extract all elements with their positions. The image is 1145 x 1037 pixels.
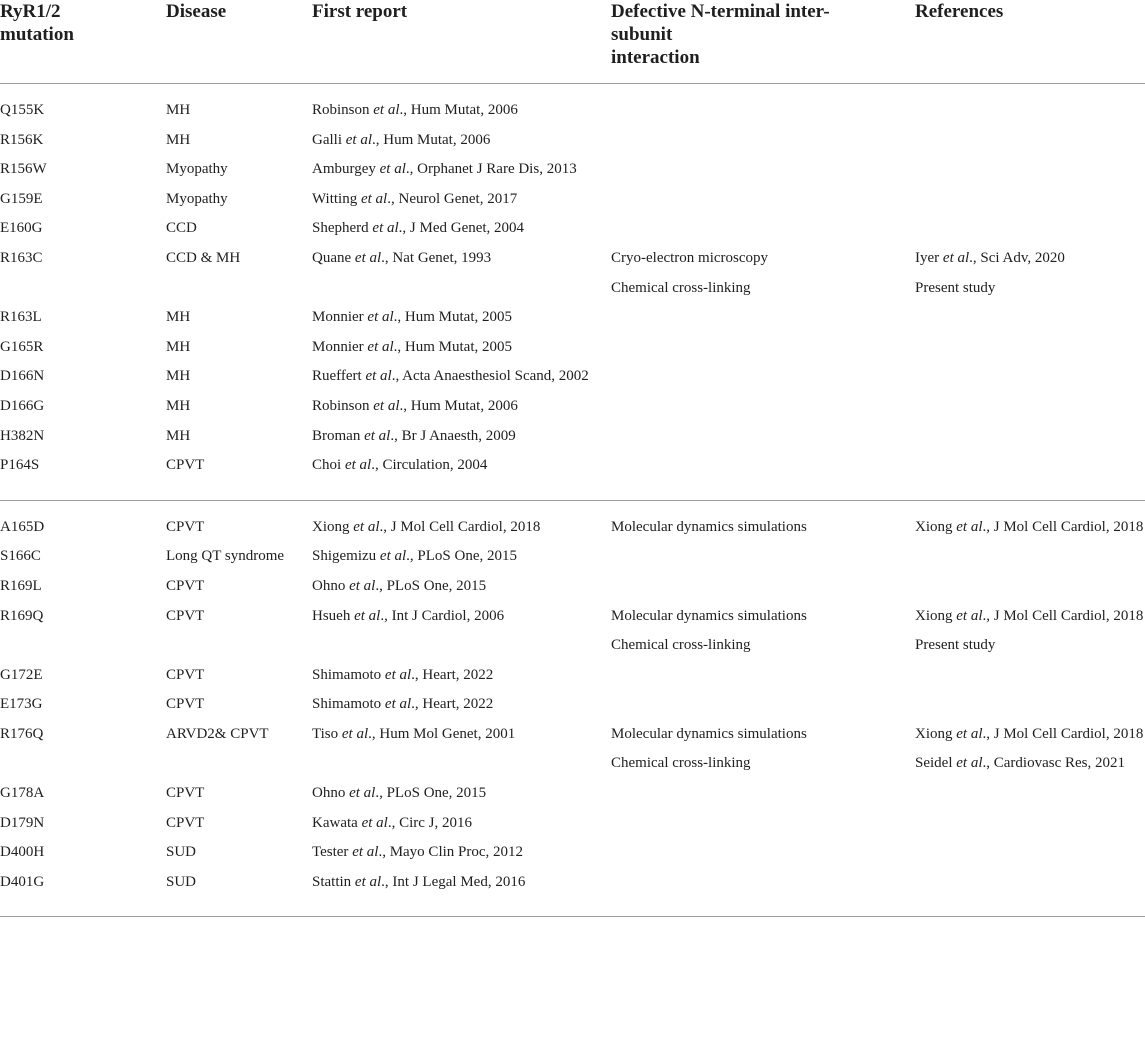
header-defective-interaction: [611, 0, 915, 84]
cell-disease: Long QT syndrome: [166, 548, 285, 565]
cell-reference: [915, 426, 1145, 456]
et-al-text: et al: [956, 755, 983, 772]
cell-reference: [915, 872, 1145, 917]
citation-details: ., Hum Mutat, 2006: [399, 102, 518, 118]
cell-first-report: [312, 576, 611, 606]
cell-first-report: [312, 842, 611, 872]
cell-mutation: [0, 635, 166, 665]
cell-mutation: R163L: [0, 309, 42, 326]
cell-first-report: [312, 500, 611, 546]
cell-first-report: [312, 783, 611, 813]
cell-reference: [915, 189, 1145, 219]
cell-disease: MH: [166, 102, 191, 118]
table-row: [0, 665, 1145, 695]
cell-defective-interaction: [611, 396, 915, 426]
table-row: [0, 278, 1145, 308]
table-row: [0, 366, 1145, 396]
et-al-text: et al: [345, 131, 372, 148]
cell-reference: [915, 753, 1145, 783]
cell-defective-interaction: [611, 694, 915, 724]
table-row: [0, 337, 1145, 367]
citation-author: Broman: [312, 427, 361, 444]
header-references: References: [915, 0, 1145, 84]
citation-details: ., Hum Mutat, 2005: [393, 309, 513, 326]
cell-disease: CPVT: [166, 518, 205, 535]
cell-mutation: R156K: [0, 131, 44, 148]
cell-first-report: [312, 546, 611, 576]
cell-defective-interaction: [611, 189, 915, 219]
table-row: [0, 307, 1145, 337]
cell-mutation: D400H: [0, 844, 45, 861]
cell-defective-interaction: Molecular dynamics simulations: [611, 607, 807, 624]
citation-details: ., Acta Anaesthesiol Scand, 2002: [391, 368, 589, 385]
cell-defective-interaction: [611, 337, 915, 367]
cell-defective-interaction: [611, 546, 915, 576]
cell-disease: CPVT: [166, 455, 312, 500]
cell-defective-interaction: [611, 813, 915, 843]
citation-author: Shimamoto: [312, 696, 382, 713]
header-mutation: [0, 0, 166, 84]
citation-details: ., J Mol Cell Cardiol, 2018: [982, 607, 1144, 624]
citation-author: Shigemizu: [312, 548, 377, 565]
citation-details: ., Sci Adv, 2020: [969, 249, 1065, 266]
table-row: [0, 455, 1145, 500]
citation-text: Present study: [915, 637, 996, 654]
citation-text: Present study: [915, 279, 996, 296]
cell-defective-interaction: [611, 455, 915, 500]
cell-disease: Myopathy: [166, 161, 228, 178]
cell-defective-interaction: [611, 665, 915, 695]
cell-disease: CPVT: [166, 577, 205, 594]
cell-disease: SUD: [166, 844, 197, 861]
cell-reference: [915, 248, 1145, 278]
citation-details: ., Cardiovasc Res, 2021: [982, 755, 1125, 772]
cell-mutation: D166G: [0, 397, 45, 414]
citation-details: ., Hum Mutat, 2006: [372, 131, 491, 148]
cell-disease: MH: [166, 338, 191, 355]
cell-reference: [915, 783, 1145, 813]
cell-defective-interaction: Chemical cross-linking: [611, 755, 751, 772]
citation-details: ., J Mol Cell Cardiol, 2018: [982, 725, 1144, 742]
cell-mutation: D179N: [0, 814, 45, 831]
citation-author: Shepherd: [312, 220, 369, 237]
cell-reference: [915, 455, 1145, 500]
table-row: [0, 724, 1145, 754]
cell-disease: CPVT: [166, 814, 205, 831]
citation-author: Kawata: [312, 814, 358, 831]
cell-reference: [915, 337, 1145, 367]
cell-first-report: [312, 84, 611, 130]
table-group-ryr2: [0, 500, 1145, 917]
citation-details: ., Br J Anaesth, 2009: [390, 427, 516, 444]
citation-details: ., Heart, 2022: [411, 666, 494, 683]
citation-author: Tester: [312, 844, 349, 861]
citation-details: ., Hum Mutat, 2005: [393, 338, 513, 355]
citation-details: ., Hum Mutat, 2006: [399, 397, 518, 414]
table-row: [0, 842, 1145, 872]
cell-disease: CCD & MH: [166, 249, 241, 266]
et-al-text: et al: [349, 577, 376, 594]
citation-author: Robinson: [312, 102, 370, 118]
et-al-text: et al: [365, 368, 392, 385]
cell-first-report: [312, 753, 611, 783]
citation-author: Xiong: [312, 518, 350, 535]
cell-reference: [915, 665, 1145, 695]
citation-author: Hsueh: [312, 607, 351, 624]
citation-author: Ohno: [312, 577, 346, 594]
cell-defective-interaction: [611, 84, 915, 130]
header-mutation-line: mutation: [0, 24, 74, 45]
cell-disease: [166, 753, 312, 783]
et-al-text: et al: [352, 844, 379, 861]
citation-author: Quane: [312, 249, 352, 266]
citation-details: ., PLoS One, 2015: [375, 577, 487, 594]
cell-mutation: A165D: [0, 518, 45, 535]
citation-author: Iyer: [915, 249, 940, 266]
table-row: [0, 159, 1145, 189]
table-row: [0, 218, 1145, 248]
cell-reference: [915, 724, 1145, 754]
table-group-ryr1: [0, 84, 1145, 501]
cell-disease: CPVT: [166, 666, 205, 683]
et-al-text: et al: [373, 397, 400, 414]
et-al-text: et al: [384, 696, 412, 713]
et-al-text: et al: [361, 814, 388, 831]
citation-details: ., J Mol Cell Cardiol, 2018: [379, 518, 541, 535]
citation-details: ., Heart, 2022: [411, 696, 494, 713]
et-al-text: et al: [354, 249, 382, 266]
cell-first-report: [312, 724, 611, 754]
citation-details: ., Circ J, 2016: [387, 814, 472, 831]
citation-author: Rueffert: [312, 368, 362, 385]
cell-mutation: R169L: [0, 577, 42, 594]
cell-mutation: [0, 278, 166, 308]
cell-defective-interaction: Chemical cross-linking: [611, 279, 751, 296]
cell-defective-interaction: [611, 159, 915, 189]
table-row: [0, 500, 1145, 546]
citation-details: ., J Med Genet, 2004: [398, 220, 525, 237]
cell-first-report: [312, 366, 611, 396]
cell-reference: [915, 84, 1145, 130]
cell-first-report: [312, 606, 611, 636]
cell-defective-interaction: Chemical cross-linking: [611, 637, 751, 654]
table-row: [0, 635, 1145, 665]
cell-reference: [915, 546, 1145, 576]
citation-author: Seidel: [915, 755, 953, 772]
table-row: [0, 576, 1145, 606]
cell-mutation: G172E: [0, 666, 43, 683]
et-al-text: et al: [372, 220, 399, 237]
et-al-text: et al: [384, 666, 412, 683]
citation-author: Tiso: [312, 725, 339, 742]
cell-mutation: G178A: [0, 785, 45, 802]
cell-disease: Myopathy: [166, 190, 228, 207]
citation-author: Amburgey: [312, 161, 376, 178]
citation-details: ., Nat Genet, 1993: [381, 249, 492, 266]
cell-defective-interaction: [611, 783, 915, 813]
citation-author: Galli: [312, 131, 342, 148]
citation-details: ., J Mol Cell Cardiol, 2018: [982, 518, 1144, 535]
header-defective-line: subunit: [611, 24, 673, 45]
et-al-text: et al: [956, 518, 983, 535]
cell-mutation: E173G: [0, 696, 43, 713]
et-al-text: et al: [354, 607, 381, 624]
table-row: [0, 813, 1145, 843]
cell-defective-interaction: [611, 872, 915, 917]
cell-mutation: [0, 753, 166, 783]
cell-mutation: R169Q: [0, 607, 44, 624]
cell-mutation: P164S: [0, 455, 166, 500]
cell-defective-interaction: [611, 426, 915, 456]
header-disease: Disease: [166, 0, 312, 84]
cell-mutation: R156W: [0, 161, 47, 178]
cell-defective-interaction: [611, 576, 915, 606]
cell-reference: [915, 366, 1145, 396]
cell-disease: SUD: [166, 872, 312, 917]
table-row: [0, 84, 1145, 130]
cell-reference: [915, 500, 1145, 546]
table-row: [0, 753, 1145, 783]
et-al-text: et al: [360, 190, 388, 207]
cell-reference: [915, 606, 1145, 636]
citation-author: Choi: [312, 457, 342, 474]
cell-reference: [915, 218, 1145, 248]
cell-first-report: [312, 218, 611, 248]
cell-disease: [166, 635, 312, 665]
citation-author: Xiong: [915, 518, 953, 535]
citation-details: ., Mayo Clin Proc, 2012: [378, 844, 524, 861]
table-row: [0, 248, 1145, 278]
cell-reference: [915, 576, 1145, 606]
header-defective-line: Defective N-terminal inter-: [611, 1, 830, 22]
citation-author: Witting: [312, 190, 358, 207]
et-al-text: et al: [367, 309, 394, 326]
cell-disease: CPVT: [166, 696, 205, 713]
table-row: [0, 606, 1145, 636]
cell-reference: [915, 694, 1145, 724]
et-al-text: et al: [344, 457, 372, 474]
cell-reference: [915, 159, 1145, 189]
cell-disease: MH: [166, 427, 191, 444]
et-al-text: et al: [379, 548, 407, 565]
citation-author: Xiong: [915, 725, 953, 742]
cell-mutation: D166N: [0, 368, 45, 385]
et-al-text: et al: [353, 518, 380, 535]
cell-reference: [915, 396, 1145, 426]
citation-author: Shimamoto: [312, 666, 382, 683]
table-row: [0, 130, 1145, 160]
cell-mutation: S166C: [0, 548, 41, 565]
et-al-text: et al: [354, 873, 382, 890]
cell-mutation: Q155K: [0, 102, 45, 118]
cell-first-report: [312, 813, 611, 843]
cell-first-report: [312, 694, 611, 724]
citation-details: ., Int J Cardiol, 2006: [380, 607, 505, 624]
cell-reference: [915, 130, 1145, 160]
table-row: [0, 396, 1145, 426]
cell-first-report: [312, 189, 611, 219]
cell-mutation: R163C: [0, 249, 43, 266]
citation-author: Ohno: [312, 785, 346, 802]
et-al-text: et al: [367, 338, 394, 355]
cell-defective-interaction: Cryo-electron microscopy: [611, 249, 769, 266]
et-al-text: et al: [379, 161, 406, 178]
cell-defective-interaction: Molecular dynamics simulations: [611, 518, 807, 535]
table-row: [0, 872, 1145, 917]
cell-mutation: H382N: [0, 427, 45, 444]
cell-reference: [915, 278, 1145, 308]
citation-details: ., PLoS One, 2015: [406, 548, 518, 565]
cell-defective-interaction: [611, 307, 915, 337]
citation-author: Monnier: [312, 338, 364, 355]
header-defective-line: interaction: [611, 47, 700, 68]
citation-details: ., Neurol Genet, 2017: [387, 190, 518, 207]
citation-author: Robinson: [312, 397, 370, 414]
cell-first-report: [312, 426, 611, 456]
cell-reference: [915, 307, 1145, 337]
citation-author: Xiong: [915, 607, 953, 624]
cell-defective-interaction: Molecular dynamics simulations: [611, 725, 807, 742]
header-mutation-line: RyR1/2: [0, 1, 61, 22]
et-al-text: et al: [942, 249, 970, 266]
header-row: [0, 0, 1145, 84]
table-row: [0, 426, 1145, 456]
citation-details: ., Circulation, 2004: [371, 457, 488, 474]
cell-first-report: [312, 396, 611, 426]
citation-details: ., PLoS One, 2015: [375, 785, 487, 802]
cell-disease: CCD: [166, 220, 197, 237]
citation-details: ., Orphanet J Rare Dis, 2013: [405, 161, 577, 178]
cell-first-report: [312, 130, 611, 160]
et-al-text: et al: [956, 725, 983, 742]
cell-first-report: [312, 278, 611, 308]
et-al-text: et al: [364, 427, 391, 444]
table-row: [0, 783, 1145, 813]
cell-disease: CPVT: [166, 785, 205, 802]
citation-author: Stattin: [312, 873, 352, 890]
et-al-text: et al: [373, 102, 400, 118]
et-al-text: et al: [341, 725, 369, 742]
cell-first-report: [312, 307, 611, 337]
cell-defective-interaction: [611, 218, 915, 248]
table-row: [0, 546, 1145, 576]
cell-disease: MH: [166, 397, 191, 414]
cell-first-report: [312, 248, 611, 278]
table-row: [0, 189, 1145, 219]
cell-first-report: [312, 337, 611, 367]
cell-disease: ARVD2& CPVT: [166, 725, 269, 742]
cell-first-report: [312, 665, 611, 695]
citation-details: ., Hum Mol Genet, 2001: [368, 725, 516, 742]
cell-first-report: [312, 635, 611, 665]
cell-mutation: G165R: [0, 338, 44, 355]
cell-mutation: G159E: [0, 190, 43, 207]
cell-disease: MH: [166, 368, 191, 385]
header-first-report: First report: [312, 0, 611, 84]
cell-reference: [915, 813, 1145, 843]
cell-reference: [915, 842, 1145, 872]
et-al-text: et al: [349, 785, 376, 802]
citation-details: ., Int J Legal Med, 2016: [381, 873, 526, 890]
cell-disease: [166, 278, 312, 308]
cell-mutation: E160G: [0, 220, 43, 237]
et-al-text: et al: [956, 607, 983, 624]
cell-first-report: [312, 872, 611, 917]
cell-first-report: [312, 455, 611, 500]
cell-mutation: R176Q: [0, 725, 44, 742]
cell-reference: [915, 635, 1145, 665]
cell-mutation: D401G: [0, 872, 166, 917]
cell-disease: MH: [166, 131, 191, 148]
cell-first-report: [312, 159, 611, 189]
cell-defective-interaction: [611, 366, 915, 396]
cell-defective-interaction: [611, 842, 915, 872]
citation-author: Monnier: [312, 309, 364, 326]
cell-defective-interaction: [611, 130, 915, 160]
cell-disease: MH: [166, 309, 191, 326]
cell-disease: CPVT: [166, 607, 205, 624]
table-row: [0, 694, 1145, 724]
